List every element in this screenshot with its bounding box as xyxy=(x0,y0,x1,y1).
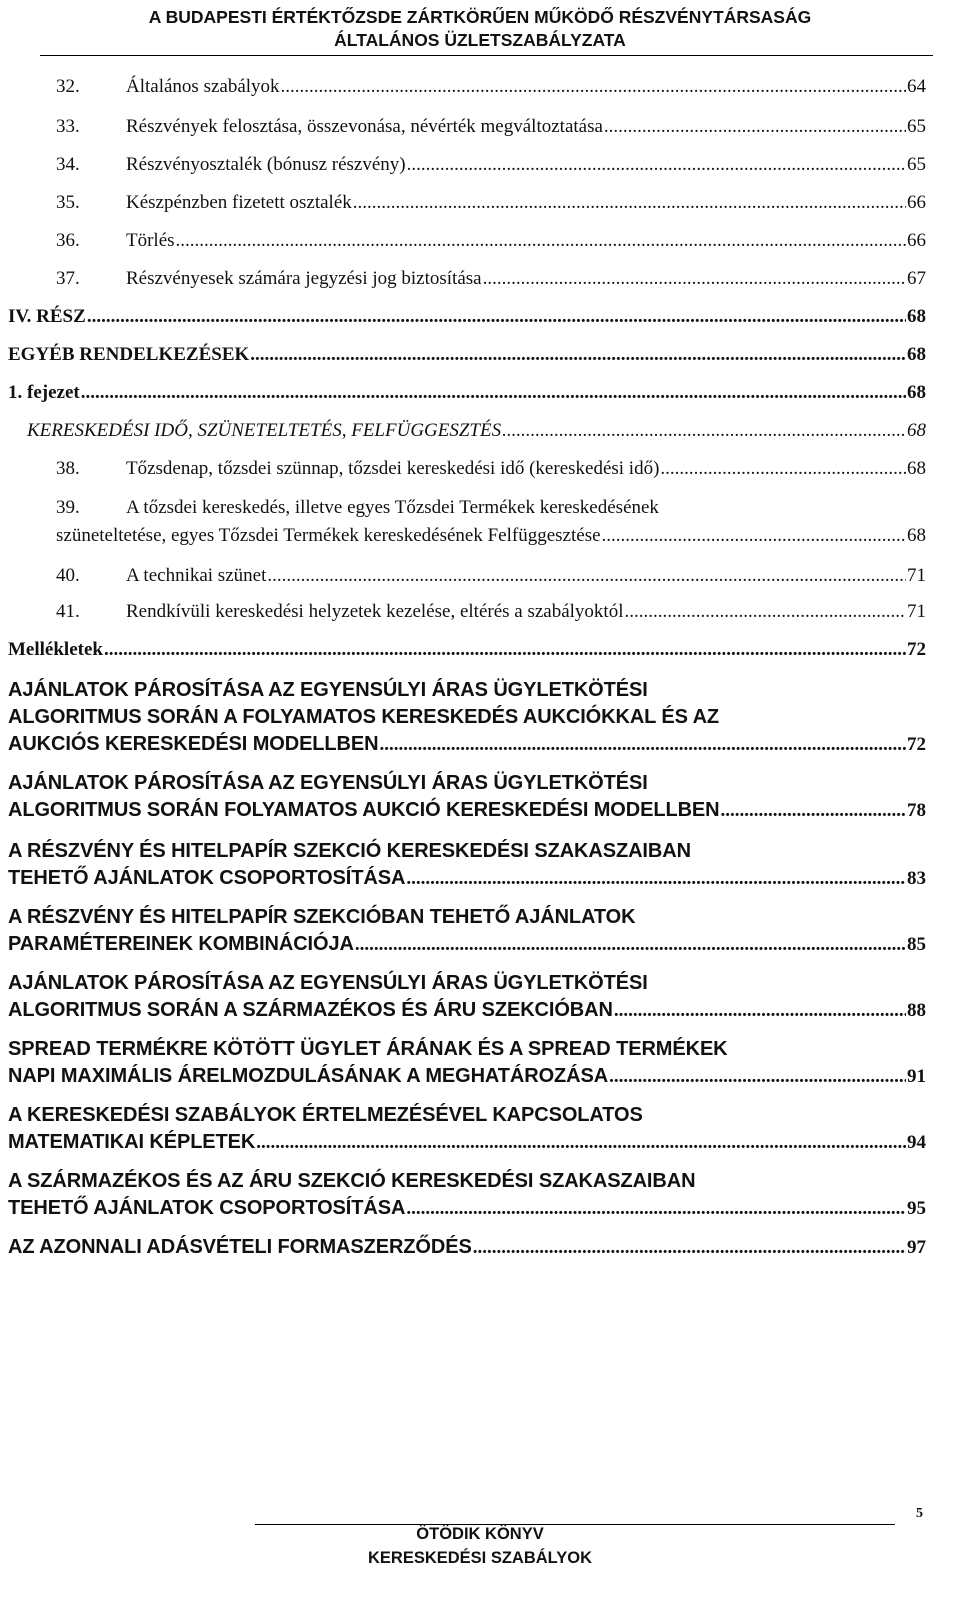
toc-entry-text: NAPI MAXIMÁLIS ÁRELMOZDULÁSÁNAK A MEGHATÁROZÁSA xyxy=(8,1065,609,1087)
toc-entry-32[interactable]: 32. Általános szabályok ..... 64 xyxy=(56,76,926,98)
toc-annex-5-line-2[interactable] xyxy=(8,999,926,1022)
toc-page-number: 78 xyxy=(907,800,926,821)
toc-entry-other-provisions[interactable] xyxy=(8,344,926,366)
toc-entry-35[interactable]: 35. Készpénzben fizetett osztalék ..... 66 xyxy=(56,192,926,214)
toc-entry-text: Általános szabályok xyxy=(126,76,280,97)
toc-entry-36[interactable]: 36. Törlés ..... 66 xyxy=(56,230,926,252)
toc-page-number: 95 xyxy=(907,1198,926,1219)
dot-leader xyxy=(602,525,906,547)
toc-entry-text: Részvényesek számára jegyzési jog biztosítása xyxy=(126,268,482,289)
header-line-1: A BUDAPESTI ÉRTÉKTŐZSDE ZÁRTKÖRŰEN MŰKÖDŐ RÉSZVÉNYTÁRSASÁG xyxy=(148,7,812,27)
toc-annex-2-line-2[interactable] xyxy=(8,799,926,822)
dot-leader xyxy=(355,934,906,956)
toc-annex-7-line-2[interactable] xyxy=(8,1131,926,1154)
toc-page-number: 72 xyxy=(907,734,926,755)
toc-entry-part-iv[interactable] xyxy=(8,306,926,328)
toc-entry-text: Készpénzben fizetett osztalék xyxy=(126,192,352,213)
toc-page-number: 71 xyxy=(907,565,926,586)
toc-annex-6-line-1[interactable]: SPREAD TERMÉKRE KÖTÖTT ÜGYLET ÁRÁNAK ÉS A SPREAD TERMÉKEK xyxy=(8,1038,728,1060)
toc-entry-text: IV. RÉSZ xyxy=(8,306,86,327)
toc-page-number: 65 xyxy=(907,116,926,137)
dot-leader xyxy=(81,382,906,404)
toc-entry-text: Törlés xyxy=(126,230,175,251)
toc-entry-chapter-1[interactable] xyxy=(8,382,926,404)
toc-page-number: 97 xyxy=(907,1237,926,1258)
toc-page-number: 88 xyxy=(907,1000,926,1021)
toc-annex-8-line-2[interactable] xyxy=(8,1197,926,1220)
toc-page-number: 68 xyxy=(907,525,926,546)
toc-page-number: 68 xyxy=(907,344,926,365)
toc-page-number: 85 xyxy=(907,934,926,955)
toc-entry-40[interactable]: 40. A technikai szünet ..... 71 xyxy=(56,565,926,587)
toc-page-number: 68 xyxy=(907,382,926,403)
toc-entry-text: AZ AZONNALI ADÁSVÉTELI FORMASZERZŐDÉS xyxy=(8,1236,472,1258)
toc-page-number: 94 xyxy=(907,1132,926,1153)
toc-page-number: 65 xyxy=(907,154,926,175)
dot-leader xyxy=(353,192,906,214)
dot-leader xyxy=(625,601,907,623)
toc-entry-text: ALGORITMUS SORÁN FOLYAMATOS AUKCIÓ KERESKEDÉSI MODELLBEN xyxy=(8,799,720,821)
dot-leader xyxy=(87,306,906,328)
toc-page-number: 83 xyxy=(907,868,926,889)
toc-page-number: 66 xyxy=(907,230,926,251)
toc-annex-2-line-1[interactable]: AJÁNLATOK PÁROSÍTÁSA AZ EGYENSÚLYI ÁRAS ÜGYLETKÖTÉSI xyxy=(8,772,648,794)
header-line-2: ÁLTALÁNOS ÜZLETSZABÁLYZATA xyxy=(334,30,626,50)
toc-entry-text: ALGORITMUS SORÁN A SZÁRMAZÉKOS ÉS ÁRU SZEKCIÓBAN xyxy=(8,999,613,1021)
toc-entry-text: TEHETŐ AJÁNLATOK CSOPORTOSÍTÁSA xyxy=(8,867,406,889)
toc-entry-text: MATEMATIKAI KÉPLETEK xyxy=(8,1131,256,1153)
toc-annex-4-line-2[interactable] xyxy=(8,933,926,956)
toc-entry-text: Részvényosztalék (bónusz részvény) xyxy=(126,154,406,175)
toc-entry-annexes[interactable] xyxy=(8,639,926,661)
toc-page-number: 68 xyxy=(907,420,926,441)
toc-page-number: 67 xyxy=(907,268,926,289)
toc-page-number: 64 xyxy=(907,76,926,97)
toc-page-number: 68 xyxy=(907,458,926,479)
toc-annex-7-line-1[interactable]: A KERESKEDÉSI SZABÁLYOK ÉRTELMEZÉSÉVEL KAPCSOLATOS xyxy=(8,1104,643,1126)
dot-leader xyxy=(407,154,906,176)
header-rule xyxy=(40,55,933,56)
toc-page-number: 91 xyxy=(907,1066,926,1087)
toc-entry-text: Mellékletek xyxy=(8,639,103,660)
dot-leader xyxy=(721,800,907,822)
dot-leader xyxy=(267,565,906,587)
toc-entry-text: szüneteltetése, egyes Tőzsdei Termékek kereskedésének Felfüggesztése xyxy=(56,525,601,546)
dot-leader xyxy=(256,1132,906,1154)
dot-leader xyxy=(281,76,906,98)
dot-leader xyxy=(406,868,906,890)
toc-annex-6-line-2[interactable] xyxy=(8,1065,926,1088)
toc-entry-33[interactable]: 33. Részvények felosztása, összevonása, névérték megváltoztatása ..... 65 xyxy=(56,116,926,138)
dot-leader xyxy=(250,344,906,366)
toc-entry-text: 1. fejezet xyxy=(8,382,80,403)
dot-leader xyxy=(473,1237,906,1259)
footer-line-2: KERESKEDÉSI SZABÁLYOK xyxy=(367,1549,592,1567)
toc-annex-1-line-1[interactable]: AJÁNLATOK PÁROSÍTÁSA AZ EGYENSÚLYI ÁRAS ÜGYLETKÖTÉSI xyxy=(8,679,648,701)
toc-entry-34[interactable]: 34. Részvényosztalék (bónusz részvény) ..... 65 xyxy=(56,154,926,176)
dot-leader xyxy=(609,1066,906,1088)
dot-leader xyxy=(502,420,906,442)
toc-page-number: 71 xyxy=(907,601,926,622)
toc-annex-8-line-1[interactable]: A SZÁRMAZÉKOS ÉS AZ ÁRU SZEKCIÓ KERESKEDÉSI SZAKASZAIBAN xyxy=(8,1170,696,1192)
toc-entry-text: Rendkívüli kereskedési helyzetek kezelése, eltérés a szabályoktól xyxy=(126,601,624,622)
toc-entry-41[interactable]: 41. Rendkívüli kereskedési helyzetek kezelése, eltérés a szabályoktól ..... 71 xyxy=(56,601,926,623)
dot-leader xyxy=(104,639,906,661)
dot-leader xyxy=(379,734,906,756)
toc-page-number: 68 xyxy=(907,306,926,327)
toc-entry-37[interactable]: 37. Részvényesek számára jegyzési jog biztosítása ..... 67 xyxy=(56,268,926,290)
dot-leader xyxy=(176,230,906,252)
toc-entry-38[interactable]: 38. Tőzsdenap, tőzsdei szünnap, tőzsdei kereskedési idő (kereskedési idő) ..... 68 xyxy=(56,458,926,480)
dot-leader xyxy=(614,1000,906,1022)
toc-annex-9[interactable] xyxy=(8,1236,926,1259)
toc-entry-text: A technikai szünet xyxy=(126,565,267,586)
toc-entry-text: Tőzsdenap, tőzsdei szünnap, tőzsdei kereskedési idő (kereskedési idő) xyxy=(126,458,660,479)
dot-leader xyxy=(660,458,906,480)
dot-leader xyxy=(406,1198,906,1220)
toc-entry-text: PARAMÉTEREINEK KOMBINÁCIÓJA xyxy=(8,933,354,955)
toc-entry-text: TEHETŐ AJÁNLATOK CSOPORTOSÍTÁSA xyxy=(8,1197,406,1219)
toc-entry-text: Részvények felosztása, összevonása, névérték megváltoztatása xyxy=(126,116,603,137)
toc-entry-39-line-2[interactable] xyxy=(56,525,926,547)
footer-line-1: ÖTÖDIK KÖNYV xyxy=(416,1525,544,1543)
toc-annex-1-line-2[interactable]: ALGORITMUS SORÁN A FOLYAMATOS KERESKEDÉS AUKCIÓKKAL ÉS AZ xyxy=(8,706,720,728)
page-footer xyxy=(0,1522,960,1570)
toc-annex-4-line-1[interactable]: A RÉSZVÉNY ÉS HITELPAPÍR SZEKCIÓBAN TEHETŐ AJÁNLATOK xyxy=(8,906,636,928)
toc-page-number: 72 xyxy=(907,639,926,660)
toc-entry-39-line-1[interactable]: 39. A tőzsdei kereskedés, illetve egyes Tőzsdei Termékek kereskedésének xyxy=(56,497,659,518)
toc-annex-5-line-1[interactable]: AJÁNLATOK PÁROSÍTÁSA AZ EGYENSÚLYI ÁRAS ÜGYLETKÖTÉSI xyxy=(8,972,648,994)
toc-annex-1-line-3[interactable] xyxy=(8,733,926,756)
toc-entry-text: EGYÉB RENDELKEZÉSEK xyxy=(8,344,250,365)
dot-leader xyxy=(604,116,906,138)
dot-leader xyxy=(483,268,906,290)
toc-entry-text: AUKCIÓS KERESKEDÉSI MODELLBEN xyxy=(8,733,379,755)
page-header xyxy=(0,6,960,52)
toc-entry-trading-time[interactable] xyxy=(27,420,926,442)
page-number: 5 xyxy=(916,1506,923,1521)
toc-entry-text: KERESKEDÉSI IDŐ, SZÜNETELTETÉS, FELFÜGGESZTÉS xyxy=(27,420,502,441)
toc-entry-text: A tőzsdei kereskedés, illetve egyes Tőzsdei Termékek kereskedésének xyxy=(126,497,659,518)
toc-annex-3-line-2[interactable] xyxy=(8,867,926,890)
toc-annex-3-line-1[interactable]: A RÉSZVÉNY ÉS HITELPAPÍR SZEKCIÓ KERESKEDÉSI SZAKASZAIBAN xyxy=(8,840,691,862)
toc-page-number: 66 xyxy=(907,192,926,213)
